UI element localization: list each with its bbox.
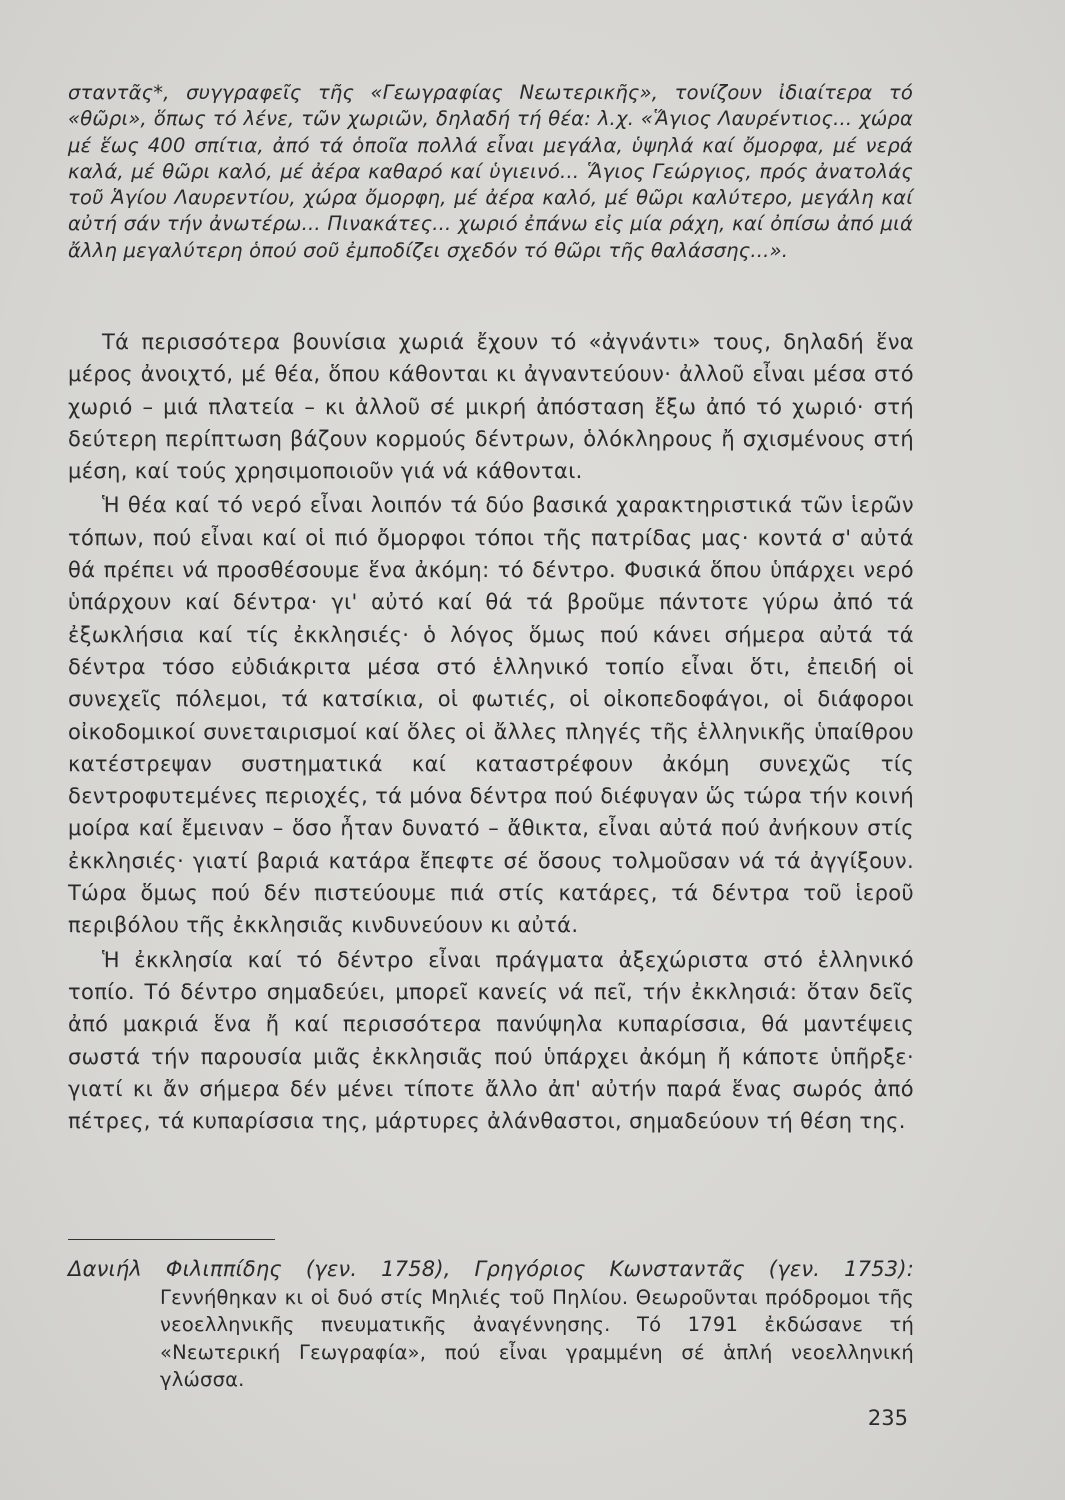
paragraph-1: Τά περισσότερα βουνίσια χωριά ἔχουν τό «ἀγνάντι» τους, δηλαδή ἕνα μέρος ἀνοιχτό, μέ θέα, ὅπου κάθονται κι ἀγναντεύουν· ἀλλοῦ εἶναι μέσα στό χωριό – μιά πλατεία – κι ἀλλοῦ σέ μικρή ἀπόσταση ἔξω ἀπό τό χωριό· στή δεύτερη περίπτωση βάζουν κορμούς δέντρων, ὁλόκληρους ἤ σχισμένους στή μέση, καί τούς χρησιμοποιοῦν γιά νά κάθονται.: [68, 330, 914, 484]
footnote: [68, 1256, 914, 1394]
paragraph-2: Ἡ θέα καί τό νερό εἶναι λοιπόν τά δύο βασικά χαρακτηριστικά τῶν ἱερῶν τόπων, πού εἶναι καί οἱ πιό ὄμορφοι τόποι τῆς πατρίδας μας· κοντά σ' αὐτά θά πρέπει νά προσθέσουμε ἕνα ἀκόμη: τό δέντρο. Φυσικά ὅπου ὑπάρχει νερό ὑπάρχουν καί δέντρα· γι' αὐτό καί θά τά βροῦμε πάντοτε γύρω ἀπό τά ἐξωκλήσια καί τίς ἐκκλησιές· ὁ λόγος ὅμως πού κάνει σήμερα αὐτά τά δέντρα τόσο εὐδιάκριτα μέσα στό ἑλληνικό τοπίο εἶναι ὅτι, ἐπειδή οἱ συνεχεῖς πόλεμοι, τά κατσίκια, οἱ φωτιές, οἱ οἰκοπεδοφάγοι, οἱ διάφοροι οἰκοδομικοί συνεταιρισμοί καί ὅλες οἱ ἄλλες πληγές τῆς ἑλληνικῆς ὑπαίθρου κατέστρεψαν συστηματικά καί καταστρέφουν ἀκόμη συνεχῶς τίς δεντροφυτεμένες περιοχές, τά μόνα δέντρα πού διέφυγαν ὥς τώρα τήν κοινή μοίρα καί ἔμειναν – ὅσο ἦταν δυνατό – ἄθικτα, εἶναι αὐτά πού ἀνήκουν στίς ἐκκλησιές· γιατί βαριά κατάρα ἔπεφτε σέ ὅσους τολμοῦσαν νά τά ἀγγίξουν. Τώρα ὅμως πού δέν πιστεύουμε πιά στίς κατάρες, τά δέντρα τοῦ ἱεροῦ περιβόλου τῆς ἐκκλησιᾶς κινδυνεύουν κι αὐτά.: [68, 493, 914, 938]
footnote-names: Δανιήλ Φιλιππίδης (γεν. 1758), Γρηγόριος Κωνσταντᾶς (γεν. 1753):: [68, 1257, 914, 1281]
footnote-text: Γεννήθηκαν κι οἱ δυό στίς Μηλιές τοῦ Πηλίου. Θεωροῦνται πρόδρομοι τῆς νεοελληνικῆς πνευματικῆς ἀναγέννησης. Τό 1791 ἐκδώσανε τή «Νεωτερική Γεωγραφία», πού εἶναι γραμμένη σέ ἁπλή νεοελληνική γλώσσα.: [160, 1285, 914, 1391]
footnote-divider: [68, 1239, 275, 1240]
body-text: [68, 326, 914, 1137]
paragraph-3: Ἡ ἐκκλησία καί τό δέντρο εἶναι πράγματα ἀξεχώριστα στό ἑλληνικό τοπίο. Τό δέντρο σημαδεύει, μπορεῖ κανείς νά πεῖ, τήν ἐκκλησιά: ὅταν δεῖς ἀπό μακριά ἕνα ἤ καί περισσότερα πανύψηλα κυπαρίσσια, θά μαντέψεις σωστά τήν παρουσία μιᾶς ἐκκλησιᾶς πού ὑπάρχει ἀκόμη ἤ κάποτε ὑπῆρξε· γιατί κι ἄν σήμερα δέν μένει τίποτε ἄλλο ἀπ' αὐτήν παρά ἕνας σωρός ἀπό πέτρες, τά κυπαρίσσια της, μάρτυρες ἀλάνθαστοι, σημαδεύουν τή θέση της.: [68, 947, 914, 1134]
page-number: 235: [867, 1406, 908, 1430]
quoted-passage: σταντᾶς*, συγγραφεῖς τῆς «Γεωγραφίας Νεωτερικῆς», τονίζουν ἰδιαίτερα τό «θῶρι», ὅπως τό λένε, τῶν χωριῶν, δηλαδή τή θέα: λ.χ. «Ἅγιος Λαυρέντιος... χώρα μέ ἕως 400 σπίτια, ἀπό τά ὁποῖα πολλά εἶναι μεγάλα, ὑψηλά καί ὄμορφα, μέ νερά καλά, μέ θῶρι καλό, μέ ἀέρα καθαρό καί ὑγιεινό... Ἅγιος Γεώργιος, πρός ἀνατολάς τοῦ Ἁγίου Λαυρεντίου, χώρα ὄμορφη, μέ ἀέρα καλό, μέ θῶρι καλύτερο, μεγάλη καί αὐτή σάν τήν ἀνωτέρω... Πινακάτες... χωριό ἐπάνω εἰς μία ράχη, καί ὀπίσω ἀπό μιά ἄλλη μεγαλύτερη ὁπού σοῦ ἐμποδίζει σχεδόν τό θῶρι τῆς θαλάσσης...».: [68, 81, 913, 262]
